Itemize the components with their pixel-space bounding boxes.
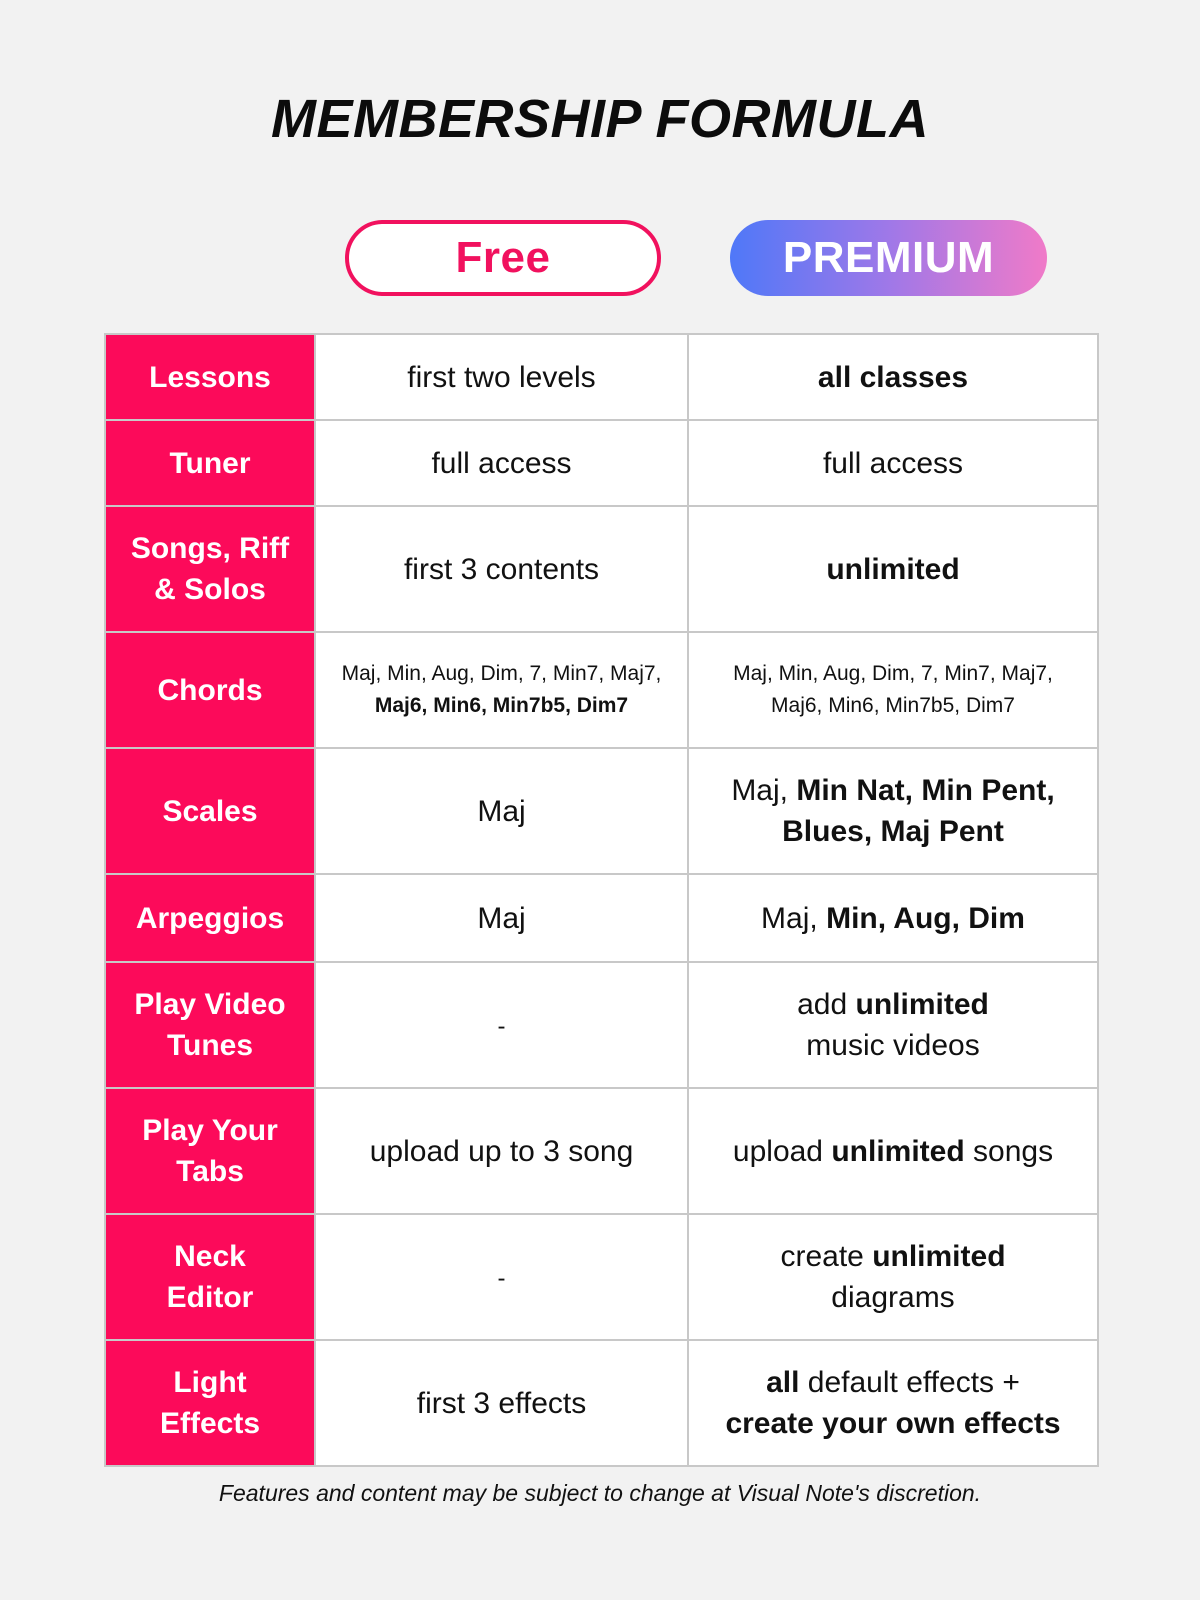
feature-label (105, 420, 315, 506)
free-value (315, 506, 688, 632)
premium-value-bold: all classes (817, 360, 969, 394)
premium-value-pre: create (780, 1240, 864, 1273)
free-value (315, 632, 688, 748)
feature-label-text: Chords (157, 673, 263, 707)
feature-label-text: Tuner (169, 446, 251, 480)
feature-label (105, 334, 315, 420)
free-value-text: - (497, 1012, 506, 1040)
premium-value (688, 506, 1098, 632)
feature-label-line2: & Solos (154, 573, 266, 606)
free-value-text: first 3 effects (416, 1386, 587, 1420)
table-row-chords (105, 632, 1098, 748)
premium-value-pre: upload (732, 1134, 823, 1168)
feature-label-line2: Effects (159, 1407, 261, 1440)
premium-value-line1: Maj, Min, Aug, Dim, 7, Min7, Maj7, (733, 662, 1053, 685)
plan-premium-label: PREMIUM (782, 233, 995, 282)
feature-label-line2: Editor (166, 1281, 254, 1314)
free-value-text: Maj (477, 794, 526, 828)
free-value-text: first two levels (407, 360, 596, 394)
premium-value-bold: Min, Aug, Dim (826, 901, 1025, 935)
feature-label-line1: Songs, Riff (130, 532, 290, 565)
plan-free-badge (345, 220, 661, 296)
feature-label (105, 748, 315, 874)
premium-value-pre: Maj, (731, 774, 788, 807)
feature-label-line2: Tabs (176, 1155, 244, 1188)
table-row-tuner (105, 420, 1098, 506)
free-value (315, 1340, 688, 1466)
feature-label-line1: Play Video (134, 988, 286, 1021)
premium-value-line2: music videos (806, 1029, 980, 1062)
feature-label-line2: Tunes (166, 1029, 254, 1062)
premium-value (688, 962, 1098, 1088)
free-value (315, 420, 688, 506)
premium-value-bold: Min Nat, Min Pent, (796, 774, 1055, 807)
premium-value (688, 420, 1098, 506)
table-row-light-effects (105, 1340, 1098, 1466)
premium-value-bold-line2: Blues, Maj Pent (782, 815, 1004, 848)
premium-value-bold: unlimited (872, 1240, 1006, 1273)
premium-value-text: full access (822, 446, 964, 480)
premium-value-pre: add (797, 988, 848, 1021)
free-value (315, 748, 688, 874)
table-row-lessons (105, 334, 1098, 420)
premium-value-line2-bold: create your own effects (725, 1407, 1061, 1440)
premium-value-line2: diagrams (831, 1281, 955, 1314)
free-value-text: Maj (477, 901, 526, 935)
free-value (315, 1214, 688, 1340)
table-row-neck-editor (105, 1214, 1098, 1340)
footnote-disclaimer: Features and content may be subject to change at Visual Note's discretion. (218, 1480, 982, 1506)
premium-value-bold: all (766, 1366, 800, 1399)
premium-value (688, 874, 1098, 962)
free-value-text: full access (431, 446, 572, 480)
free-value-text: first 3 contents (403, 552, 600, 586)
feature-label-text: Scales (162, 794, 258, 828)
premium-value (688, 1214, 1098, 1340)
free-value (315, 1088, 688, 1214)
table-row-songs (105, 506, 1098, 632)
free-value-line1: Maj, Min, Aug, Dim, 7, Min7, Maj7, (341, 662, 662, 685)
premium-value (688, 632, 1098, 748)
table-row-arpeggios (105, 874, 1098, 962)
free-value (315, 334, 688, 420)
premium-value (688, 1088, 1098, 1214)
free-value (315, 874, 688, 962)
premium-value-post: default effects + (807, 1366, 1020, 1399)
feature-label (105, 962, 315, 1088)
feature-label-line1: Light (173, 1366, 247, 1399)
premium-value-pre: Maj, (761, 901, 818, 935)
plan-premium-badge (730, 220, 1047, 296)
premium-value (688, 748, 1098, 874)
premium-value-line2: Maj6, Min6, Min7b5, Dim7 (771, 694, 1015, 717)
table-row-play-video-tunes (105, 962, 1098, 1088)
table-row-play-your-tabs (105, 1088, 1098, 1214)
plan-free-label: Free (455, 233, 551, 282)
feature-label-text: Arpeggios (135, 901, 285, 935)
page-title: MEMBERSHIP FORMULA (271, 89, 929, 149)
feature-label (105, 1340, 315, 1466)
free-value-text: - (497, 1264, 506, 1292)
premium-value (688, 1340, 1098, 1466)
free-value-text: upload up to 3 song (369, 1134, 634, 1168)
feature-label-text: Lessons (149, 360, 271, 394)
feature-label (105, 874, 315, 962)
free-value-line2-bold: Maj6, Min6, Min7b5, Dim7 (374, 694, 629, 717)
feature-label-line1: Play Your (142, 1114, 278, 1147)
feature-label (105, 1088, 315, 1214)
premium-value (688, 334, 1098, 420)
premium-value-bold: unlimited (831, 1134, 965, 1168)
feature-label (105, 506, 315, 632)
comparison-table (104, 333, 1099, 1467)
feature-label-line1: Neck (174, 1240, 246, 1273)
premium-value-bold: unlimited (855, 988, 989, 1021)
free-value (315, 962, 688, 1088)
feature-label (105, 1214, 315, 1340)
premium-value-post: songs (973, 1134, 1054, 1168)
feature-label (105, 632, 315, 748)
premium-value-bold: unlimited (826, 552, 960, 586)
table-row-scales (105, 748, 1098, 874)
